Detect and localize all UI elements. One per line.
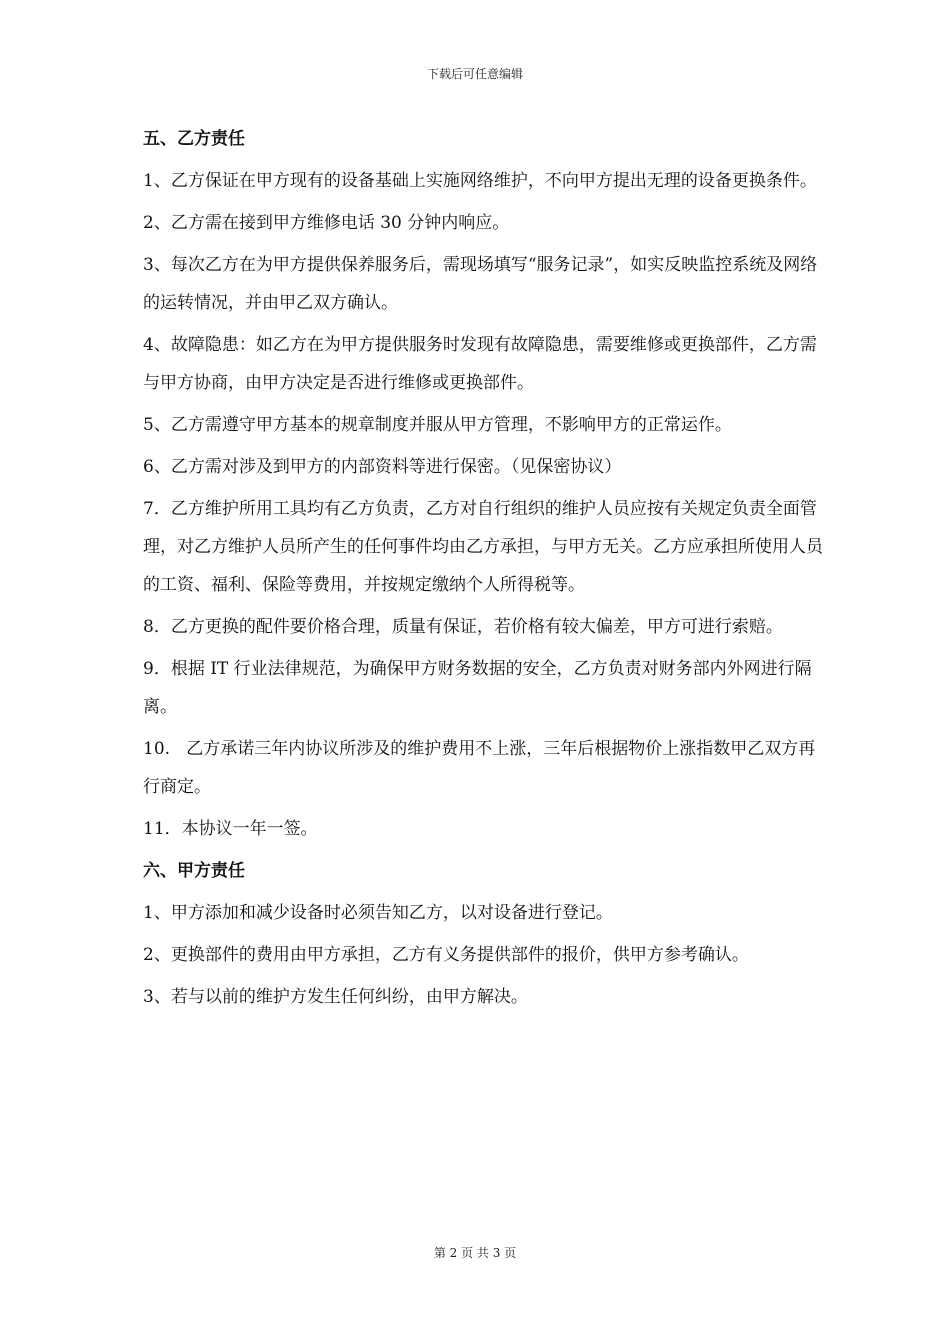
party-a-clause-2: 2、更换部件的费用由甲方承担，乙方有义务提供部件的报价，供甲方参考确认。 [143,945,749,965]
document-body [143,120,823,1020]
party-a-clause-1: 1、甲方添加和减少设备时必须告知乙方，以对设备进行登记。 [143,903,613,923]
party-b-clause-1: 1、乙方保证在甲方现有的设备基础上实施网络维护，不向甲方提出无理的设备更换条件。 [143,171,817,191]
party-b-clause-10: 10. 乙方承诺三年内协议所涉及的维护费用不上涨，三年后根据物价上涨指数甲乙双方再行商定。 [143,739,816,797]
party-b-clause-2: 2、乙方需在接到甲方维修电话 30 分钟内响应。 [143,213,510,233]
party-b-clause-5: 5、乙方需遵守甲方基本的规章制度并服从甲方管理，不影响甲方的正常运作。 [143,415,732,435]
section-heading-party-a: 六、甲方责任 [143,861,245,881]
party-b-clause-3: 3、每次乙方在为甲方提供保养服务后，需现场填写“服务记录”，如实反映监控系统及网络的运转情况，并由甲乙双方确认。 [143,255,818,313]
party-b-clause-6: 6、乙方需对涉及到甲方的内部资料等进行保密。（见保密协议） [143,457,622,477]
party-a-clause-3: 3、若与以前的维护方发生任何纠纷，由甲方解决。 [143,987,528,1007]
party-b-clause-8: 8．乙方更换的配件要价格合理，质量有保证，若价格有较大偏差，甲方可进行索赔。 [143,617,783,637]
party-b-clause-11: 11．本协议一年一签。 [143,819,318,839]
page-number: 第 2 页 共 3 页 [433,1246,517,1260]
page-header: 下载后可任意编辑 [426,67,523,81]
party-b-clause-4: 4、故障隐患：如乙方在为甲方提供服务时发现有故障隐患，需要维修或更换部件，乙方需与甲方协商，由甲方决定是否进行维修或更换部件。 [143,335,817,393]
section-heading-party-b: 五、乙方责任 [143,129,245,149]
party-b-clause-7: 7．乙方维护所用工具均有乙方负责，乙方对自行组织的维护人员应按有关规定负责全面管理，对乙方维护人员所产生的任何事件均由乙方承担，与甲方无关。乙方应承担所使用人员的工资、福利、保险等费用，并按规定缴纳个人所得税等。 [143,499,823,595]
party-b-clause-9: 9．根据 IT 行业法律规范，为确保甲方财务数据的安全，乙方负责对财务部内外网进行隔离。 [143,659,812,717]
